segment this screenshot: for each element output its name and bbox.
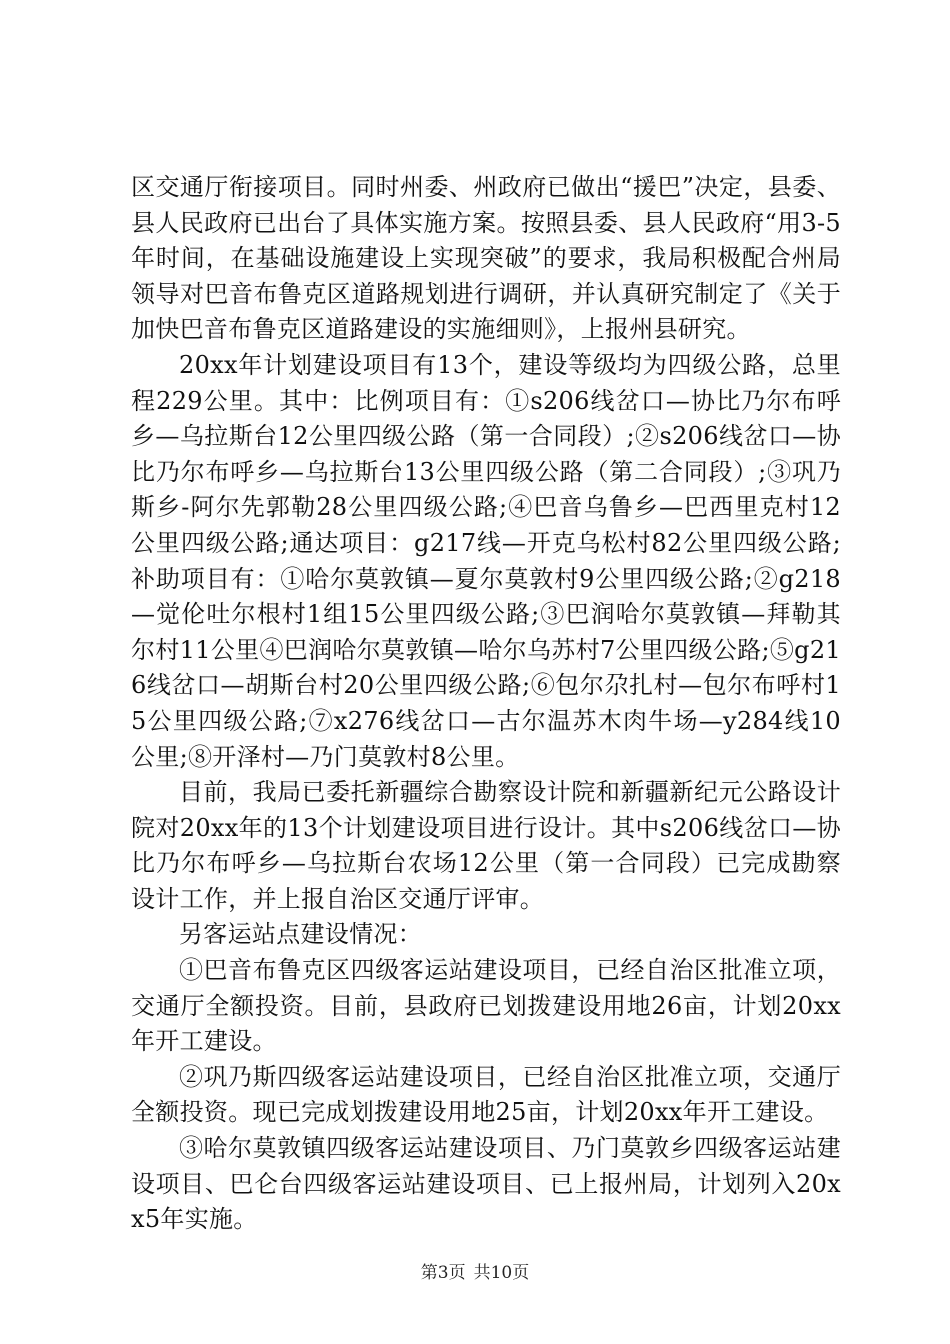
document-body <box>131 170 841 1238</box>
page-footer <box>0 1262 950 1284</box>
paragraph-design-status: 目前，我局已委托新疆综合勘察设计院和新疆新纪元公路设计院对20xx年的13个计划建设项目进行设计。其中s206线岔口—协比乃尔布呼乡—乌拉斯台农场12公里（第一合同段）已完成勘察设计工作，并上报自治区交通厅评审。 <box>131 778 841 913</box>
paragraph-station-2: ②巩乃斯四级客运站建设项目，已经自治区批准立项，交通厅全额投资。现已完成划拨建设用地25亩，计划20xx年开工建设。 <box>131 1062 841 1127</box>
paragraph-projects: 20xx年计划建设项目有13个，建设等级均为四级公路，总里程229公里。其中：比例项目有：①s206线岔口—协比乃尔布呼乡—乌拉斯台12公里四级公路（第一合同段）;②s206线岔口—协比乃尔布呼乡—乌拉斯台13公里四级公路（第二合同段）;③巩乃斯乡-阿尔先郭勒28公里四级公路;④巴音乌鲁乡—巴西里克村12公里四级公路;通达项目：g217线—开克乌松村82公里四级公路;补助项目有：①哈尔莫敦镇—夏尔莫敦村9公里四级公路;②g218—觉伦吐尔根村1组15公里四级公路;③巴润哈尔莫敦镇—拜勒其尔村11公里④巴润哈尔莫敦镇—哈尔乌苏村7公里四级公路;⑤g216线岔口—胡斯台村20公里四级公路;⑥包尔尕扎村—包尔布呼村15公里四级公路;⑦x276线岔口—古尔温苏木肉牛场—y284线10公里;⑧开泽村—乃门莫敦村8公里。 <box>131 350 841 771</box>
page-total: 共10页 <box>473 1263 530 1283</box>
paragraph-station-1: ①巴音布鲁克区四级客运站建设项目，已经自治区批准立项，交通厅全额投资。目前，县政府已划拨建设用地26亩，计划20xx年开工建设。 <box>131 956 841 1056</box>
paragraph-station-3: ③哈尔莫敦镇四级客运站建设项目、乃门莫敦乡四级客运站建设项目、巴仑台四级客运站建设项目、已上报州局，计划列入20xx5年实施。 <box>131 1134 841 1234</box>
page-number: 第3页 <box>420 1263 466 1283</box>
paragraph-stations-heading: 另客运站点建设情况： <box>179 920 422 949</box>
paragraph-continuation: 区交通厅衔接项目。同时州委、州政府已做出“援巴”决定，县委、县人民政府已出台了具体实施方案。按照县委、县人民政府“用3-5年时间，在基础设施建设上实现突破”的要求，我局积极配合州局领导对巴音布鲁克区道路规划进行调研，并认真研究制定了《关于加快巴音布鲁克区道路建设的实施细则》，上报州县研究。 <box>131 173 841 344</box>
